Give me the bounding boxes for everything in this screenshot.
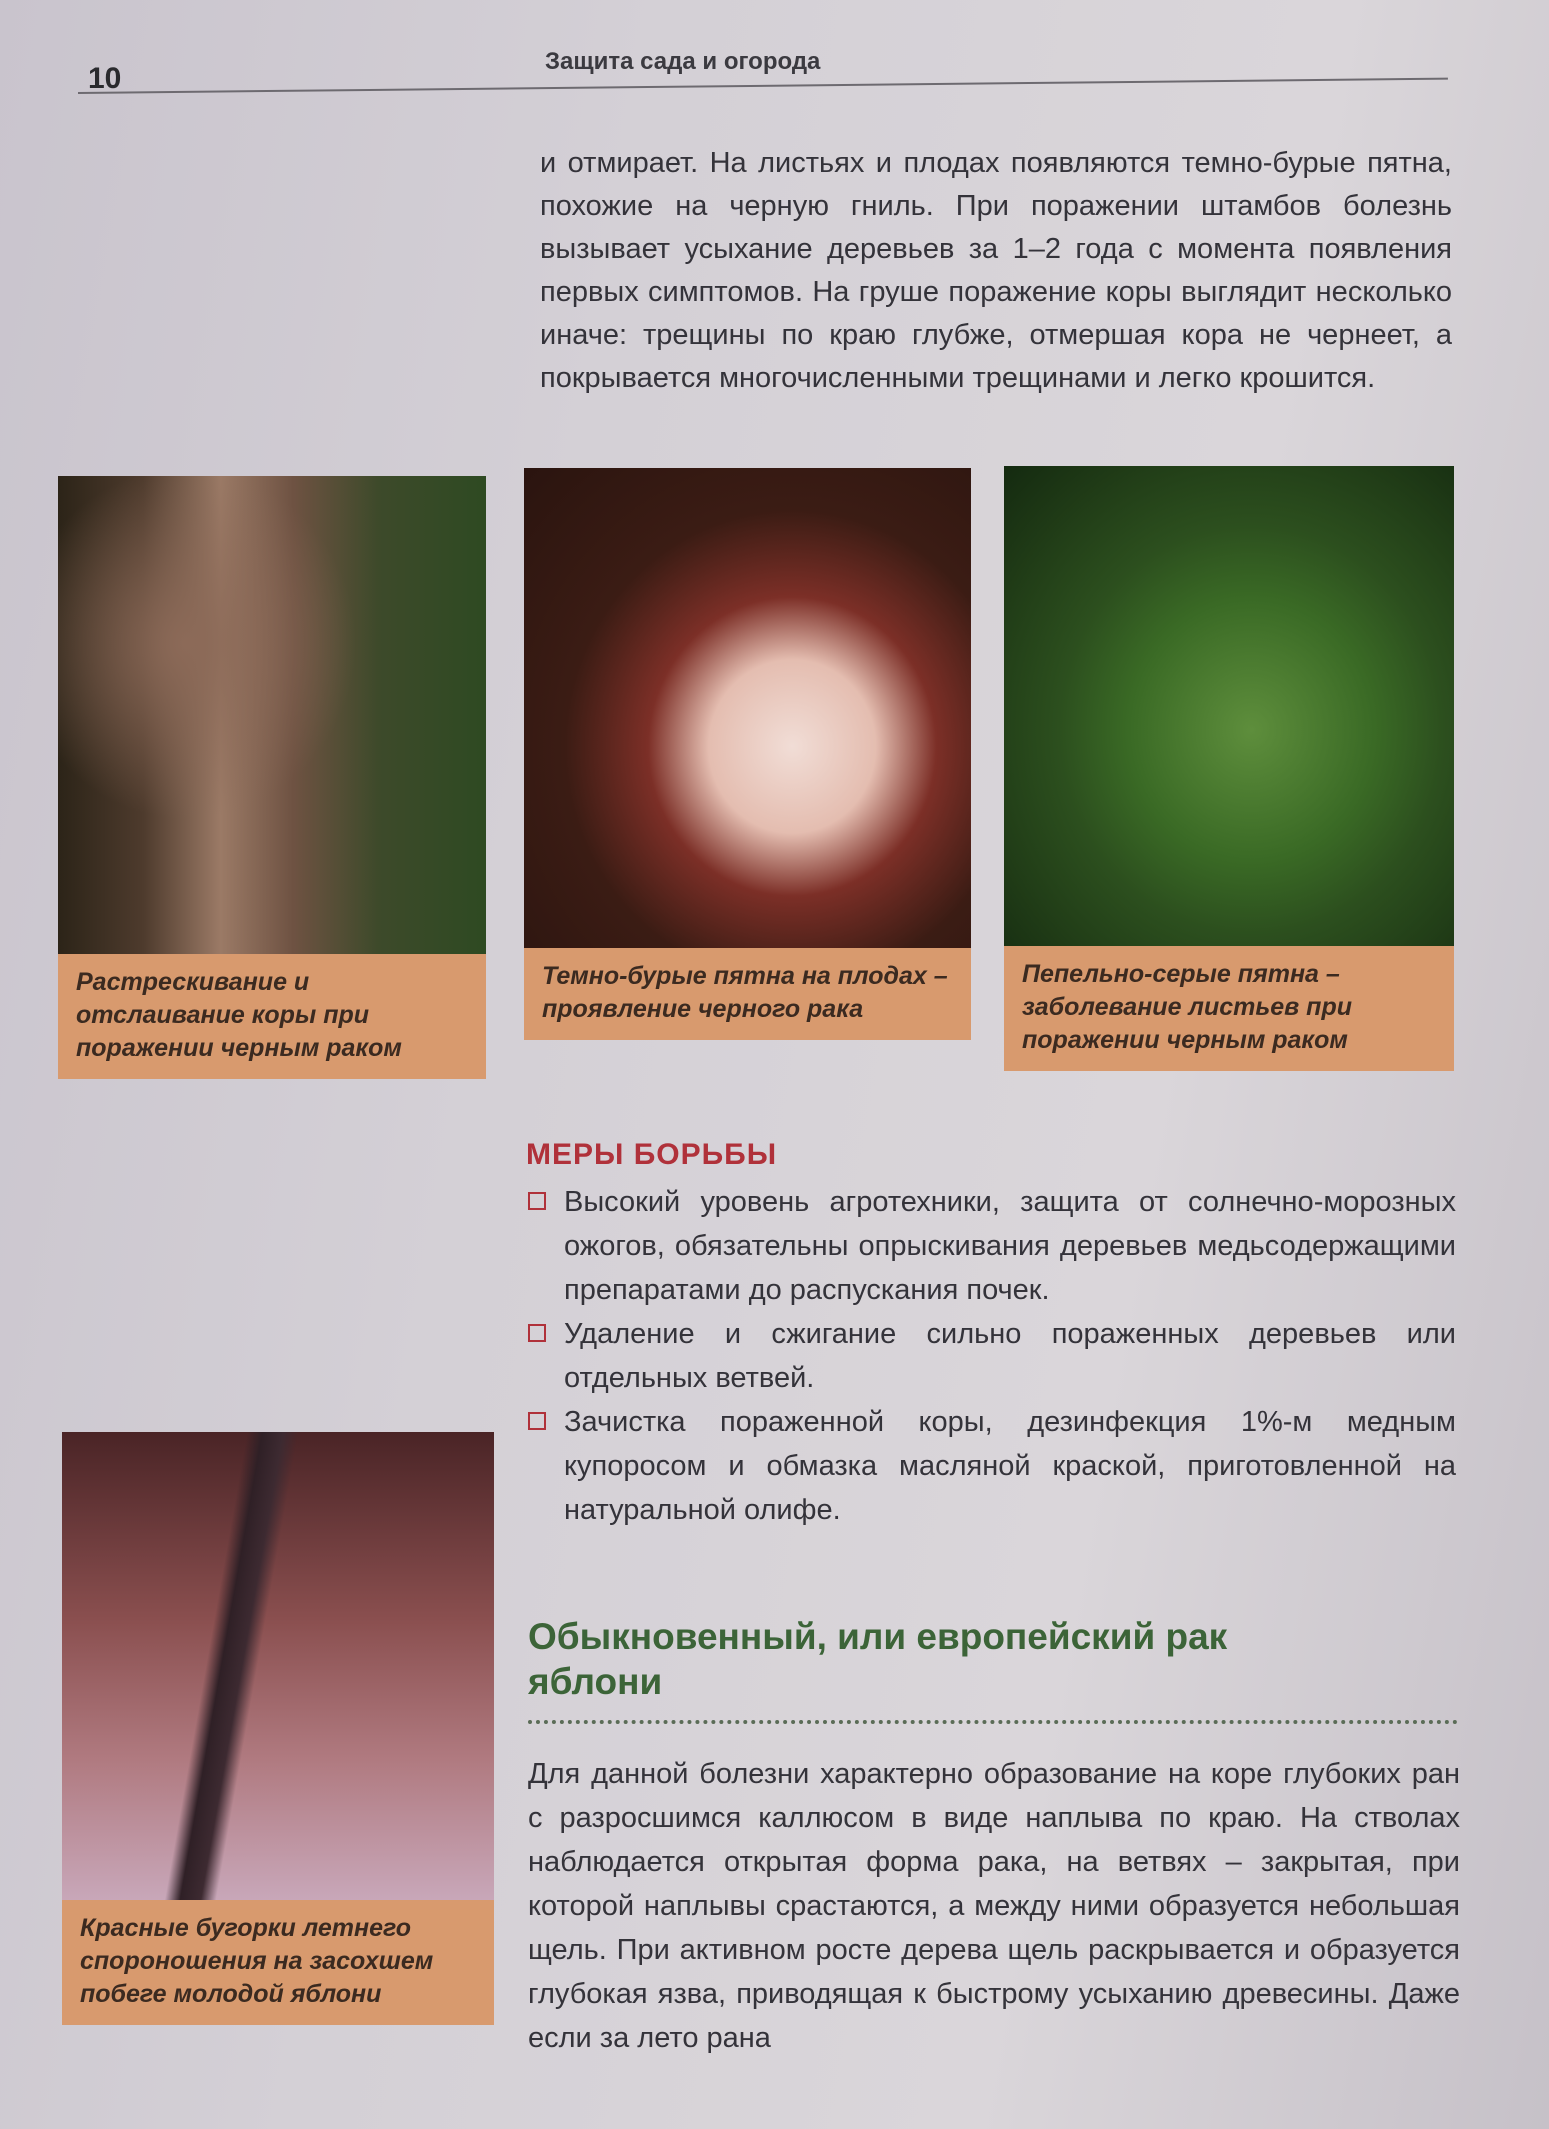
photo-leaf-spots <box>1004 466 1454 1071</box>
shoot-photo <box>62 1432 494 1900</box>
measures-list <box>526 1180 1456 1532</box>
checkbox-bullet-icon <box>528 1192 546 1210</box>
checkbox-bullet-icon <box>528 1412 546 1430</box>
list-item <box>526 1400 1456 1532</box>
photo-caption: Красные бугорки летнего спороношения на засохшем побеге молодой яблони <box>62 1900 494 2025</box>
header-rule <box>78 78 1448 94</box>
list-item-text: Зачистка пораженной коры, дезинфекция 1%-м медным купоросом и обмазка масляной краской, приготовленной на натуральной олифе. <box>564 1406 1456 1526</box>
section-body <box>528 1752 1460 2060</box>
photo-bark-cracking <box>58 476 486 1079</box>
checkbox-bullet-icon <box>528 1324 546 1342</box>
section-text: Для данной болезни характерно образование на коре глубоких ран с разросшимся каллюсом в виде наплыва по краю. На стволах наблюдается открытая форма рака, на ветвях – закрытая, при которой наплывы срастаются, а между ними образуется небольшая щель. При активном росте дерева щель раскрывается и образуется глубокая язва, приводящая к быстрому усыханию древесины. Даже если за лето рана <box>528 1758 1460 2054</box>
running-head: Защита сада и огорода <box>545 48 821 75</box>
measures-title: МЕРЫ БОРЬБЫ <box>526 1138 778 1171</box>
page-number: 10 <box>88 62 122 95</box>
list-item <box>526 1312 1456 1400</box>
list-item-text: Высокий уровень агротехники, защита от солнечно-морозных ожогов, обязательны опрыскивания деревьев медьсодержащими препаратами до распускания почек. <box>564 1186 1456 1306</box>
bark-photo <box>58 476 486 954</box>
photo-fruit-spots <box>524 468 971 1040</box>
list-item-text: Удаление и сжигание сильно пораженных деревьев или отдельных ветвей. <box>564 1318 1456 1394</box>
list-item <box>526 1180 1456 1312</box>
photo-caption: Темно-бурые пятна на плодах – проявление черного рака <box>524 948 971 1040</box>
section-title: Обыкновенный, или европейский рак яблони <box>528 1616 1228 1702</box>
photo-shoot-spores <box>62 1432 494 2025</box>
intro-text: и отмирает. На листьях и плодах появляются темно-бурые пятна, похожие на черную гниль. При поражении штамбов болезнь вызывает усыхание деревьев за 1–2 года с момента появления первых симптомов. На груше поражение коры выглядит несколько иначе: трещины по краю глубже, отмершая кора не чернеет, а покрывается многочисленными трещинами и легко крошится. <box>540 147 1452 394</box>
photo-caption: Пепельно-серые пятна – заболевание листьев при поражении черным раком <box>1004 946 1454 1071</box>
apple-photo <box>524 468 971 948</box>
dotted-divider <box>528 1720 1458 1724</box>
intro-paragraph <box>540 142 1452 400</box>
photo-caption: Растрескивание и отслаивание коры при поражении черным раком <box>58 954 486 1079</box>
leaf-photo <box>1004 466 1454 946</box>
